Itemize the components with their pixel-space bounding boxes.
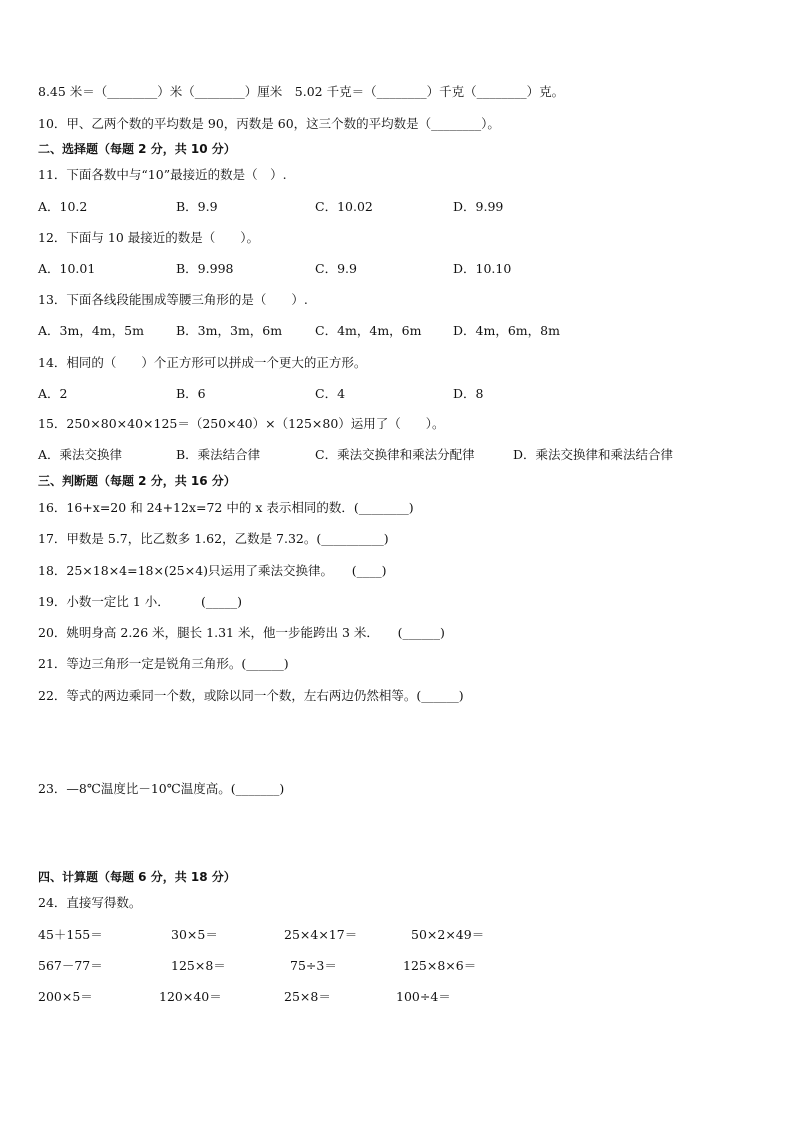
- question-24-stem: 24．直接写得数。: [38, 895, 142, 910]
- question-11-option-a: A．10.2: [38, 199, 88, 214]
- question-20: 20．姚明身高 2.26 米，腿长 1.31 米，他一步能跨出 3 米． (______): [38, 625, 445, 640]
- calc-item: 30×5＝: [171, 927, 218, 942]
- question-17: 17．甲数是 5.7，比乙数多 1.62，乙数是 7.32。(__________): [38, 531, 389, 546]
- question-14-option-c: C．4: [315, 386, 346, 401]
- question-16: 16．16+x=20 和 24+12x=72 中的 x 表示相同的数．(________): [38, 500, 414, 515]
- question-14-option-d: D．8: [453, 386, 484, 401]
- question-13-stem: 13．下面各线段能围成等腰三角形的是（ ）.: [38, 292, 308, 307]
- question-14-option-b: B．6: [176, 386, 206, 401]
- question-15-option-d: D．乘法交换律和乘法结合律: [513, 447, 674, 462]
- question-21: 21．等边三角形一定是锐角三角形。(______): [38, 656, 289, 671]
- calc-item: 50×2×49＝: [411, 927, 485, 942]
- question-12-stem: 12．下面与 10 最接近的数是（ ）。: [38, 230, 260, 245]
- question-13-option-d: D．4m，6m，8m: [453, 323, 560, 338]
- section-4-heading: 四、计算题（每题 6 分，共 18 分）: [38, 870, 236, 884]
- question-13-option-c: C．4m，4m，6m: [315, 323, 422, 338]
- question-13-option-b: B．3m，3m，6m: [176, 323, 283, 338]
- calc-item: 25×8＝: [284, 989, 331, 1004]
- question-18: 18．25×18×4=18×(25×4)只运用了乘法交换律。 (____): [38, 563, 387, 578]
- question-23: 23．—8℃温度比－10℃温度高。(_______): [38, 781, 285, 796]
- calc-item: 100÷4＝: [396, 989, 451, 1004]
- calc-item: 75÷3＝: [290, 958, 337, 973]
- question-19: 19．小数一定比 1 小． (_____): [38, 594, 243, 609]
- question-15-stem: 15．250×80×40×125＝（250×40）×（125×80）运用了（ ）。: [38, 416, 445, 431]
- calc-item: 25×4×17＝: [284, 927, 358, 942]
- question-11-option-d: D．9.99: [453, 199, 504, 214]
- question-11-option-c: C．10.02: [315, 199, 373, 214]
- calc-item: 567－77＝: [38, 958, 103, 973]
- calc-item: 125×8＝: [171, 958, 226, 973]
- section-3-heading: 三、判断题（每题 2 分，共 16 分）: [38, 474, 236, 488]
- question-10: 10．甲、乙两个数的平均数是 90，丙数是 60，这三个数的平均数是（________）。: [38, 116, 500, 131]
- question-15-option-a: A．乘法交换律: [38, 447, 123, 462]
- question-9-line: 8.45 米＝（________）米（________）厘米 5.02 千克＝（________）千克（________）克。: [38, 84, 565, 99]
- question-12-option-a: A．10.01: [38, 261, 96, 276]
- question-12-option-b: B．9.998: [176, 261, 234, 276]
- question-15-option-b: B．乘法结合律: [176, 447, 261, 462]
- question-14-option-a: A．2: [38, 386, 68, 401]
- calc-item: 120×40＝: [159, 989, 222, 1004]
- question-11-option-b: B．9.9: [176, 199, 218, 214]
- question-11-stem: 11．下面各数中与“10”最接近的数是（ ）.: [38, 167, 287, 182]
- calc-item: 45＋155＝: [38, 927, 103, 942]
- question-15-option-c: C．乘法交换律和乘法分配律: [315, 447, 475, 462]
- question-13-option-a: A．3m，4m，5m: [38, 323, 144, 338]
- question-12-option-d: D．10.10: [453, 261, 512, 276]
- calc-item: 125×8×6＝: [403, 958, 477, 973]
- question-22: 22．等式的两边乘同一个数，或除以同一个数，左右两边仍然相等。(______): [38, 688, 464, 703]
- question-14-stem: 14．相同的（ ）个正方形可以拼成一个更大的正方形。: [38, 355, 367, 370]
- calc-item: 200×5＝: [38, 989, 93, 1004]
- section-2-heading: 二、选择题（每题 2 分，共 10 分）: [38, 142, 236, 156]
- question-12-option-c: C．9.9: [315, 261, 357, 276]
